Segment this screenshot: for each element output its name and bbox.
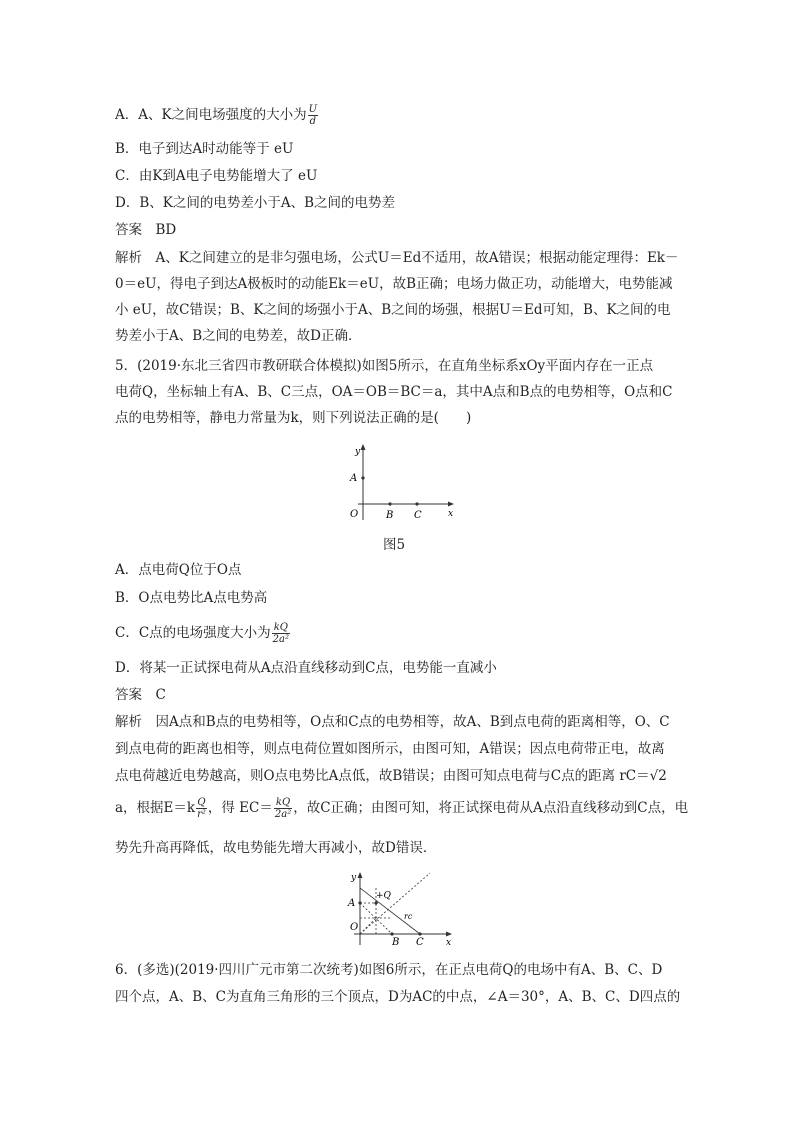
q4-option-b: B．电子到达A时动能等于 eU [115, 141, 294, 157]
q5-analysis-line-1: 解析 因A点和B点的电势相等，O点和C点的电势相等，故A、B到点电荷的距离相等，O、C [115, 714, 670, 730]
point-c [415, 502, 418, 505]
fig5-label-c: C [414, 510, 422, 521]
q5-option-d: D．将某一正试探电荷从A点沿直线移动到C点，电势能一直减小 [115, 660, 497, 676]
q4-analysis-line-1: 解析 A、K之间建立的是非匀强电场，公式U＝Ed不适用，故A错误；根据动能定理得：Ek－ [115, 250, 679, 266]
fraction-kq-over-2a2-b: $\frac{kQ}{\text{2a²}}$ [274, 797, 292, 820]
q6-stem-line-2: 四个点，A、B、C为直角三角形的三个顶点，D为AC的中点，∠A＝30°，A、B、C、D四点的 [115, 989, 681, 1005]
figure-5 [338, 440, 458, 525]
q5-option-a: A．点电荷Q位于O点 [115, 562, 242, 578]
q4-option-c: C．由K到A电子电势能增大了 eU [115, 168, 318, 184]
q4-option-a-text: A．A、K之间电场强度的大小为 [115, 107, 307, 123]
q5-option-c: C．C点的电场强度大小为 $\frac{kQ}{\text{2a²}}$ [115, 622, 290, 645]
point-b [390, 932, 393, 935]
q4-option-a [115, 104, 319, 127]
q4-analysis-line-2: 0＝eU，得电子到达A极板时的动能Ek＝eU，故B正确；电场力做正功，动能增大，电势能减 [115, 276, 673, 292]
fig-label-q: +Q [376, 891, 391, 901]
point-q [374, 901, 377, 904]
fig-label-x: x [446, 938, 452, 948]
q5-analysis-line-2: 到点电荷的距离也相等，则点电荷位置如图所示，由图可知，A错误；因点电荷带正电，故离 [115, 741, 665, 757]
fig5-label-x: x [448, 509, 454, 519]
fig5-label-o: O [350, 509, 359, 520]
q5-analysis-line-5: 势先升高再降低，故电势能先增大再减小，故D错误． [115, 840, 437, 856]
q6-stem-line-1: 6．(多选)(2019·四川广元市第二次统考)如图6所示，在正点电荷Q的电场中有A、B、C、D [115, 962, 663, 978]
fraction-kq-over-2a2: $\frac{kQ}{\text{2a²}}$ [272, 622, 290, 645]
figure-5-caption: 图5 [383, 537, 406, 553]
q5-answer: 答案 C [115, 687, 166, 703]
fraction-q-over-r2: $\frac{Q}{\text{r²}}$ [197, 797, 206, 820]
q4-answer: 答案 BD [115, 222, 177, 238]
q4-analysis-line-4: 势差小于A、B之间的电势差，故D正确． [115, 328, 362, 344]
q5-stem-line-3: 点的电势相等，静电力常量为k，则下列说法正确的是( ) [115, 410, 472, 426]
q5-stem-line-1: 5．(2019·东北三省四市教研联合体模拟)如图5所示，在直角坐标系xOy平面内存在一正点 [115, 358, 654, 374]
fig-label-o: O [350, 922, 359, 933]
fraction-u-over-d: $\frac{U}{d}$ [308, 104, 318, 127]
analysis-figure [340, 868, 460, 948]
fig-label-a: A [348, 898, 356, 909]
point-a [361, 476, 364, 479]
fig-label-c: C [416, 937, 424, 948]
fig-label-b: B [392, 937, 400, 948]
point-c [418, 932, 421, 935]
q4-option-d: D．B、K之间的电势差小于A、B之间的电势差 [115, 195, 395, 211]
point-b [388, 502, 391, 505]
q5-option-b: B．O点电势比A点电势高 [115, 590, 268, 606]
q5-analysis-line-4: a，根据E＝k $\frac{Q}{\text{r²}}$ ，得 EC＝ $\frac{kQ}{\text{2a²}}$ ，故C正确；由图可知，将正试探电荷从A点沿直线移动到C点，电 [115, 797, 689, 820]
q5-analysis-line-3: 点电荷越近电势越高，则O点电势比A点低，故B错误；由图可知点电荷与C点的距离 rC＝√2 [115, 768, 667, 784]
fig5-label-b: B [386, 510, 394, 521]
q4-analysis-line-3: 小 eU，故C错误；B、K之间的场强小于A、B之间的场强，根据U＝Ed可知，B、K之间的电 [115, 302, 671, 318]
fig5-label-y: y [355, 447, 361, 457]
fig5-label-a: A [350, 473, 358, 484]
q5-stem-line-2: 电荷Q，坐标轴上有A、B、C三点，OA＝OB＝BC＝a，其中A点和B点的电势相等，O点和C [115, 384, 673, 400]
fig-label-rc: rc [404, 912, 413, 921]
fig-label-y: y [351, 873, 357, 883]
point-a [358, 901, 361, 904]
